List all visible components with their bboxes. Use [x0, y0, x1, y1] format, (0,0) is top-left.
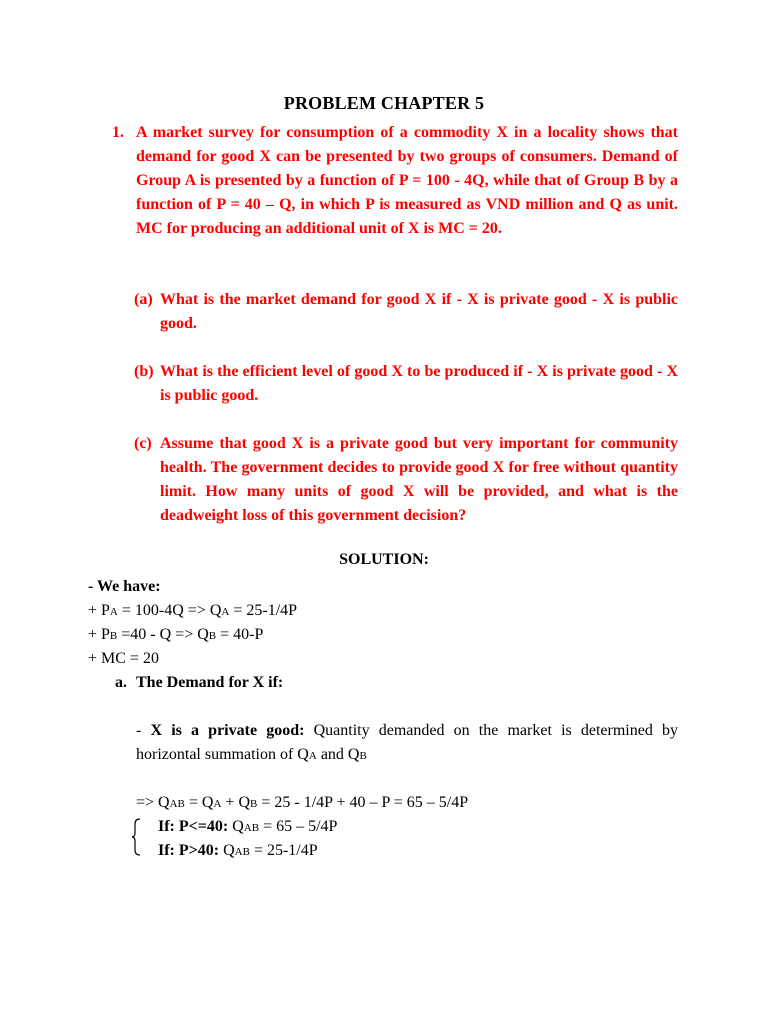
part-a-question: What is the market demand for good X if - X is private good - X is public good.	[160, 291, 678, 332]
part-c-question: Assume that good X is a private good but very important for community health. The government decides to provide good X for free without quantity limit. How many units of good X will be provided, and what is the deadweight loss of this government decision?	[160, 435, 678, 524]
problem-statement: A market survey for consumption of a commodity X in a locality shows that demand for good X can be presented by two groups of consumers. Demand of Group A is presented by a function of P = 100 - 4Q, while that of Group B by a function of P = 40 – Q, in which P is measured as VND million and Q as unit. MC for producing an additional unit of X is MC = 20.	[136, 124, 678, 237]
part-b-question: What is the efficient level of good X to be produced if - X is private good - X is public good.	[160, 363, 678, 404]
part-a-label: (a)	[134, 291, 153, 308]
private-good-line2: horizontal summation of QA and QB	[136, 746, 367, 763]
part-b-label: (b)	[134, 363, 154, 380]
case-p-gt-40: If: P>40: QAB = 25-1/4P	[158, 842, 318, 859]
market-demand-sum: => QAB = QA + QB = 25 - 1/4P + 40 – P = 65 – 5/4P	[136, 794, 469, 811]
section-a-heading: The Demand for X if:	[136, 674, 284, 691]
problem-number: 1.	[112, 124, 124, 141]
section-a-label: a.	[115, 674, 127, 691]
page-title: PROBLEM CHAPTER 5	[283, 93, 485, 113]
solution-heading: SOLUTION:	[339, 551, 429, 568]
equation-b: + PB =40 - Q => QB = 40-P	[88, 626, 264, 643]
case-p-le-40: If: P<=40: QAB = 65 – 5/4P	[158, 818, 338, 835]
equation-a: + PA = 100-4Q => QA = 25-1/4P	[88, 602, 298, 619]
private-good-line1: - X is a private good: Quantity demanded on the market is determined by	[136, 722, 679, 739]
part-c-label: (c)	[134, 435, 152, 452]
left-brace-icon	[131, 818, 141, 856]
equation-mc: + MC = 20	[88, 650, 159, 667]
we-have-line: - We have:	[88, 578, 161, 595]
